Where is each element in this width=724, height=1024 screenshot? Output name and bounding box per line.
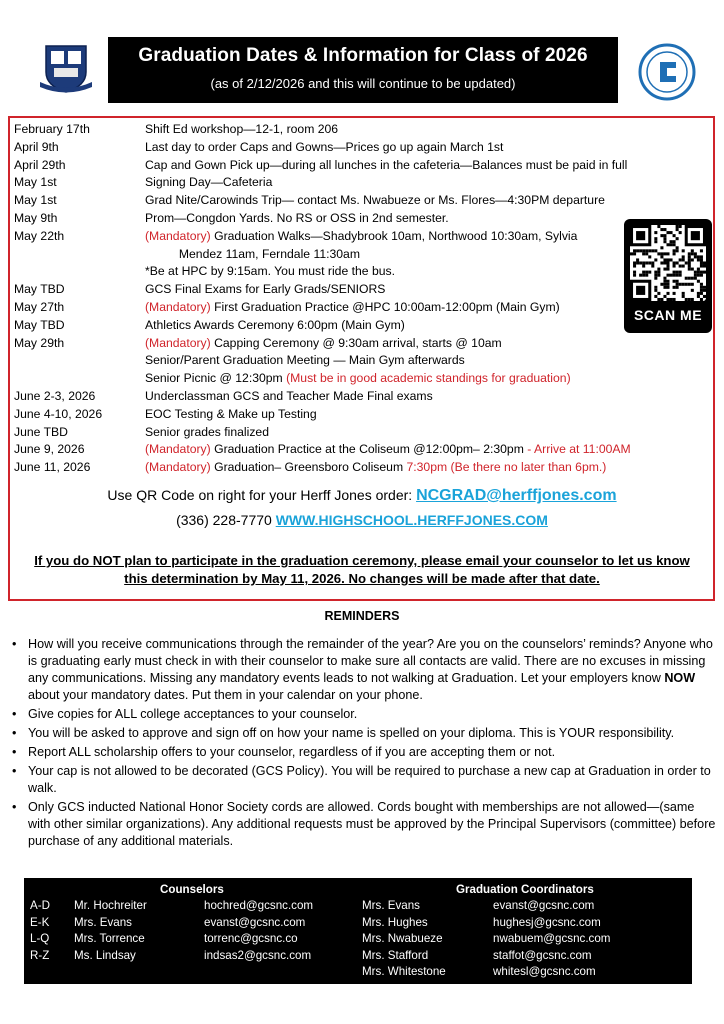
event-text: Senior Picnic @ 12:30pm bbox=[145, 371, 287, 386]
schedule-event bbox=[145, 192, 605, 209]
schedule-event bbox=[145, 459, 606, 476]
notice-line-1: If you do NOT plan to participate in the graduation ceremony, please email your counselor to let us know bbox=[34, 553, 690, 568]
event-text: Prom—Congdon Yards. No RS or OSS in 2nd semester. bbox=[145, 211, 449, 225]
coordinators-heading: Graduation Coordinators bbox=[456, 883, 594, 896]
schedule-event bbox=[145, 406, 317, 423]
coordinator-email[interactable]: nwabuem@gcsnc.com bbox=[493, 932, 611, 946]
event-text: Underclassman GCS and Teacher Made Final exams bbox=[145, 389, 433, 403]
coordinator-email[interactable]: hughesj@gcsnc.com bbox=[493, 915, 601, 929]
reminder-item: • You will be asked to approve and sign off on how your name is spelled on your diploma. This is YOUR responsibility. bbox=[12, 725, 717, 742]
event-text: Athletics Awards Ceremony 6:00pm (Main Gym) bbox=[145, 317, 405, 332]
schedule-date: May 1st bbox=[14, 175, 57, 190]
coordinator-name: Mrs. Hughes bbox=[362, 915, 428, 929]
contacts-table bbox=[24, 878, 692, 984]
counselor-email[interactable]: indsas2@gcsnc.com bbox=[204, 948, 312, 962]
order-line bbox=[10, 487, 714, 505]
schedule-date: June 9, 2026 bbox=[14, 442, 85, 457]
event-text: Senior grades finalized bbox=[145, 424, 269, 439]
event-text: Mendez 11am, Ferndale 11:30am bbox=[145, 246, 360, 261]
schedule-event bbox=[145, 441, 631, 458]
counselor-name: Mrs. Evans bbox=[74, 915, 132, 929]
counselor-email[interactable]: hochred@gcsnc.com bbox=[204, 899, 314, 912]
reminders-title: REMINDERS bbox=[324, 609, 400, 623]
school-crest-icon bbox=[36, 42, 96, 96]
mandatory-tag: (Mandatory) bbox=[145, 460, 211, 475]
reminder-item: • Only GCS inducted National Honor Society cords are allowed. Cords bought with memberships are not allowed—(same with other similar organizations). Any additional requests must be approved by the Principal Supervisors (committee) before purchase of any additional materials. bbox=[12, 799, 717, 850]
schedule-date: April 9th bbox=[14, 139, 59, 154]
schedule-event bbox=[145, 174, 272, 191]
coordinator-name: Mrs. Stafford bbox=[362, 948, 429, 962]
schedule-date: May 9th bbox=[14, 211, 58, 225]
mandatory-tag: (Mandatory) bbox=[145, 335, 211, 350]
coordinator-name: Mrs. Whitestone bbox=[362, 965, 446, 979]
page-subtitle: (as of 2/12/2026 and this will continue to be updated) bbox=[210, 76, 516, 91]
counselor-email[interactable]: torrenc@gcsnc.co bbox=[204, 932, 298, 946]
schedule-event bbox=[145, 210, 449, 227]
notice-line-2: this determination by May 11, 2026. No changes will be made after that date. bbox=[124, 571, 600, 586]
reminder-item: • Report ALL scholarship offers to your counselor, regardless of if you are accepting them or not. bbox=[12, 744, 717, 761]
schedule-date: May 1st bbox=[14, 193, 57, 208]
event-text: GCS Final Exams for Early Grads/SENIORS bbox=[145, 282, 386, 297]
qr-code-icon bbox=[630, 225, 706, 301]
event-note: 7:30pm (Be there no later than 6pm.) bbox=[406, 460, 607, 475]
event-text: Shift Ed workshop—12-1, room 206 bbox=[145, 122, 339, 136]
counselors-heading: Counselors bbox=[160, 883, 224, 896]
schedule-event bbox=[145, 281, 385, 298]
coordinator-name: Mrs. Nwabueze bbox=[362, 932, 443, 946]
schedule-date: May 27th bbox=[14, 300, 65, 314]
schedule-date: June 4-10, 2026 bbox=[14, 406, 103, 421]
participation-notice bbox=[10, 552, 714, 588]
event-text: Grad Nite/Carowinds Trip— contact Ms. Nwabueze or Ms. Flores—4:30PM departure bbox=[145, 193, 605, 208]
order-phone: (336) 228-7770 bbox=[176, 512, 276, 528]
reminders-list bbox=[12, 636, 717, 852]
schedule-event bbox=[145, 317, 405, 334]
schedule-date: May 29th bbox=[14, 335, 65, 350]
event-text: Graduation Walks—Shadybrook 10am, Northwood 10:30am, Sylvia bbox=[210, 228, 578, 243]
event-text: Cap and Gown Pick up—during all lunches in the cafeteria—Balances must be paid in full bbox=[145, 157, 628, 172]
schedule-date: May TBD bbox=[14, 317, 65, 332]
page-header bbox=[108, 37, 618, 103]
mandatory-tag: (Mandatory) bbox=[145, 300, 211, 314]
event-text: Senior/Parent Graduation Meeting — Main Gym afterwards bbox=[145, 353, 465, 368]
order-text: Use QR Code on right for your Herff Jones order: bbox=[107, 487, 417, 503]
schedule-event bbox=[145, 370, 571, 387]
counselor-name: Mr. Hochreiter bbox=[74, 899, 147, 912]
order-website-link[interactable]: WWW.HIGHSCHOOL.HERFFJONES.COM bbox=[275, 512, 548, 528]
schedule-event bbox=[145, 299, 560, 316]
counselor-range: A-D bbox=[30, 899, 50, 912]
reminder-item: • How will you receive communications through the remainder of the year? Are you on the counselors’ reminds? Anyone who is graduating early must check in with their counselor to make sure all contacts are valid. There are no excuses in missing any communications. Missing any mandatory events leads to not walking at Graduation. Let your employers know NOW about your mandatory dates. Put them in your calendar on your phone. bbox=[12, 636, 717, 704]
scan-me-label: SCAN ME bbox=[633, 307, 703, 323]
schedule-date: February 17th bbox=[14, 122, 90, 136]
bison-logo-icon bbox=[638, 43, 696, 101]
counselor-range: L-Q bbox=[30, 932, 50, 946]
schedule-event bbox=[145, 139, 503, 156]
schedule-event bbox=[145, 121, 338, 138]
mandatory-tag: (Mandatory) bbox=[145, 228, 211, 243]
schedule-event bbox=[145, 157, 627, 174]
schedule-date: June TBD bbox=[14, 424, 68, 439]
reminder-item: • Give copies for ALL college acceptances to your counselor. bbox=[12, 706, 717, 723]
schedule-date: May 22th bbox=[14, 228, 65, 243]
counselor-name: Ms. Lindsay bbox=[74, 948, 136, 962]
mandatory-tag: (Mandatory) bbox=[145, 442, 211, 457]
counselor-name: Mrs. Torrence bbox=[74, 932, 145, 946]
schedule-event bbox=[145, 352, 465, 369]
page-title: Graduation Dates & Information for Class of 2026 bbox=[138, 45, 588, 66]
schedule-date: April 29th bbox=[14, 157, 66, 172]
coordinator-email[interactable]: whitesl@gcsnc.com bbox=[493, 965, 596, 979]
schedule-event bbox=[145, 246, 360, 263]
schedule-date: June 2-3, 2026 bbox=[14, 389, 96, 403]
coordinator-email[interactable]: staffot@gcsnc.com bbox=[493, 948, 592, 962]
reminder-item: • Your cap is not allowed to be decorated (GCS Policy). You will be required to purchase a new cap at Graduation in order to walk. bbox=[12, 763, 717, 797]
schedule-date: May TBD bbox=[14, 282, 65, 297]
schedule-event bbox=[145, 228, 577, 245]
coordinator-name: Mrs. Evans bbox=[362, 899, 420, 912]
event-text: First Graduation Practice @HPC 10:00am-12:00pm (Main Gym) bbox=[210, 300, 560, 314]
schedule-event bbox=[145, 388, 433, 405]
event-text: Last day to order Caps and Gowns—Prices go up again March 1st bbox=[145, 139, 504, 154]
qr-code-block[interactable] bbox=[624, 219, 712, 333]
event-text: Capping Ceremony @ 9:30am arrival, starts @ 10am bbox=[210, 335, 502, 350]
event-text: Signing Day—Cafeteria bbox=[145, 175, 273, 190]
phone-line bbox=[10, 512, 714, 528]
counselor-range: R-Z bbox=[30, 948, 50, 962]
event-text: EOC Testing & Make up Testing bbox=[145, 406, 317, 421]
schedule-date: June 11, 2026 bbox=[14, 460, 91, 475]
event-text: Graduation Practice at the Coliseum @12:00pm– 2:30pm bbox=[210, 442, 528, 457]
schedule-event bbox=[145, 424, 269, 441]
event-note: (Must be in good academic standings for graduation) bbox=[286, 371, 571, 386]
event-text: *Be at HPC by 9:15am. You must ride the bus. bbox=[145, 264, 395, 279]
event-text: Graduation– Greensboro Coliseum bbox=[210, 460, 407, 475]
counselor-email[interactable]: evanst@gcsnc.com bbox=[204, 915, 306, 929]
order-email-link[interactable]: NCGRAD@herffjones.com bbox=[416, 487, 617, 504]
reminder-emphasis: NOW bbox=[664, 671, 696, 685]
schedule-event bbox=[145, 263, 395, 280]
event-note: - Arrive at 11:00AM bbox=[527, 442, 631, 457]
counselor-range: E-K bbox=[30, 915, 50, 929]
coordinator-email[interactable]: evanst@gcsnc.com bbox=[493, 899, 595, 912]
schedule-event bbox=[145, 335, 502, 352]
